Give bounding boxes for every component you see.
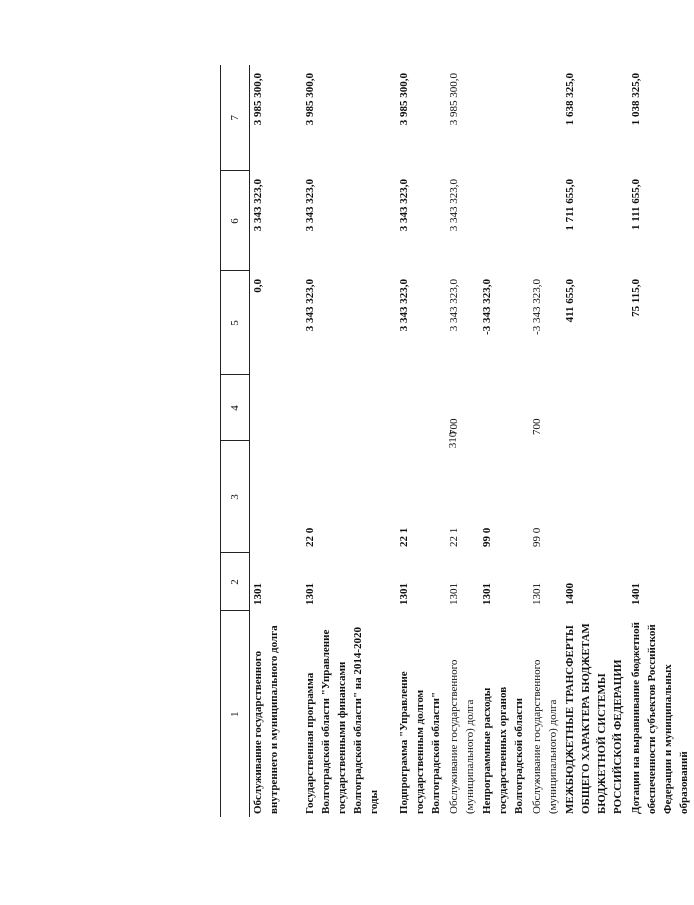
row-col6: 1 711 655,0 bbox=[563, 179, 576, 231]
row-col5: 3 343 323,0 bbox=[447, 279, 460, 332]
row-section: 1301 bbox=[303, 583, 316, 605]
row-target: 99 0 bbox=[480, 527, 493, 547]
header-col-4: 4 bbox=[221, 375, 250, 441]
row-col5: 75 115,0 bbox=[629, 279, 642, 317]
header-col-1: 1 bbox=[221, 611, 250, 817]
header-col-3: 3 bbox=[221, 441, 250, 553]
row-type bbox=[250, 375, 302, 441]
header-col-2: 2 bbox=[221, 553, 250, 611]
row-name: Обслуживание государственного (муниципального) долга bbox=[530, 659, 559, 814]
table-row bbox=[396, 65, 446, 817]
table-row bbox=[628, 65, 694, 817]
row-col6: 3 343 323,0 bbox=[397, 179, 410, 232]
row-section: 1401 bbox=[629, 583, 642, 605]
row-name: Дотации на выравнивание бюджетной обеспеченности субъектов Российской Федерации и муниципальных образований bbox=[629, 622, 690, 814]
page-number: 310 bbox=[447, 431, 459, 449]
row-col7: 3 985 300,0 bbox=[303, 73, 316, 126]
row-target bbox=[628, 441, 694, 553]
table-row bbox=[479, 65, 529, 817]
row-type: 700 bbox=[530, 418, 543, 435]
table-row bbox=[250, 65, 302, 817]
row-col7: 3 985 300,0 bbox=[252, 73, 264, 126]
row-target: 22 1 bbox=[397, 527, 410, 547]
table-row bbox=[302, 65, 396, 817]
row-name: Обслуживание государственного (муниципального) долга bbox=[447, 659, 476, 814]
row-col5: -3 343 323,0 bbox=[480, 279, 493, 335]
row-name: Непрограммные расходы государственных органов Волгоградской области bbox=[480, 686, 525, 814]
row-type bbox=[396, 375, 446, 441]
row-col7: 3 985 300,0 bbox=[397, 73, 410, 126]
header-col-7: 7 bbox=[221, 65, 250, 171]
row-name: Государственная программа Волгоградской области "Управление государственными финансами Волгоградской области" на 2014-2020 годы bbox=[303, 626, 380, 814]
row-section: 1301 bbox=[252, 583, 264, 605]
row-target: 22 1 bbox=[447, 527, 460, 547]
row-section: 1301 bbox=[530, 583, 543, 605]
table-header-row bbox=[221, 65, 250, 817]
row-section: 1301 bbox=[480, 583, 493, 605]
row-col6: 3 343 323,0 bbox=[252, 179, 264, 232]
row-col5: 3 343 323,0 bbox=[397, 279, 410, 332]
table-row bbox=[562, 65, 628, 817]
row-col6 bbox=[529, 171, 562, 271]
row-target bbox=[562, 441, 628, 553]
row-section: 1400 bbox=[563, 583, 576, 605]
row-col5: 0,0 bbox=[252, 279, 264, 293]
row-col7: 1 038 325,0 bbox=[629, 73, 642, 126]
row-name: МЕЖБЮДЖЕТНЫЕ ТРАНСФЕРТЫ ОБЩЕГО ХАРАКТЕРА БЮДЖЕТАМ БЮДЖЕТНОЙ СИСТЕМЫ РОССИЙСКОЙ ФЕДЕРАЦИИ bbox=[563, 623, 624, 814]
row-section: 1301 bbox=[397, 583, 410, 605]
header-col-5: 5 bbox=[221, 271, 250, 375]
row-target: 99 0 bbox=[530, 527, 543, 547]
row-target: 22 0 bbox=[303, 527, 316, 547]
row-col7: 3 985 300,0 bbox=[447, 73, 460, 126]
row-section: 1301 bbox=[447, 583, 460, 605]
row-col6: 3 343 323,0 bbox=[447, 179, 460, 232]
row-type bbox=[562, 375, 628, 441]
row-col6: 3 343 323,0 bbox=[303, 179, 316, 232]
row-col6 bbox=[479, 171, 529, 271]
row-col7 bbox=[479, 65, 529, 171]
budget-table bbox=[220, 65, 694, 817]
row-col7: 1 638 325,0 bbox=[563, 73, 576, 126]
row-col5: 3 343 323,0 bbox=[303, 279, 316, 332]
row-col5: 411 655,0 bbox=[563, 279, 576, 323]
row-col6: 1 111 655,0 bbox=[629, 179, 642, 231]
row-type bbox=[479, 375, 529, 441]
row-col5: -3 343 323,0 bbox=[530, 279, 543, 335]
row-col7 bbox=[529, 65, 562, 171]
row-target bbox=[250, 441, 302, 553]
row-type: 700 bbox=[447, 418, 460, 435]
row-name: Подпрограмма "Управление государственным долгом Волгоградской области" bbox=[397, 671, 442, 814]
header-col-6: 6 bbox=[221, 171, 250, 271]
row-name: Обслуживание государственного внутреннего и муниципального долга bbox=[252, 625, 280, 814]
budget-table-container bbox=[220, 65, 690, 817]
row-type bbox=[302, 375, 396, 441]
row-type bbox=[628, 375, 694, 441]
table-row bbox=[446, 65, 479, 817]
table-row bbox=[529, 65, 562, 817]
